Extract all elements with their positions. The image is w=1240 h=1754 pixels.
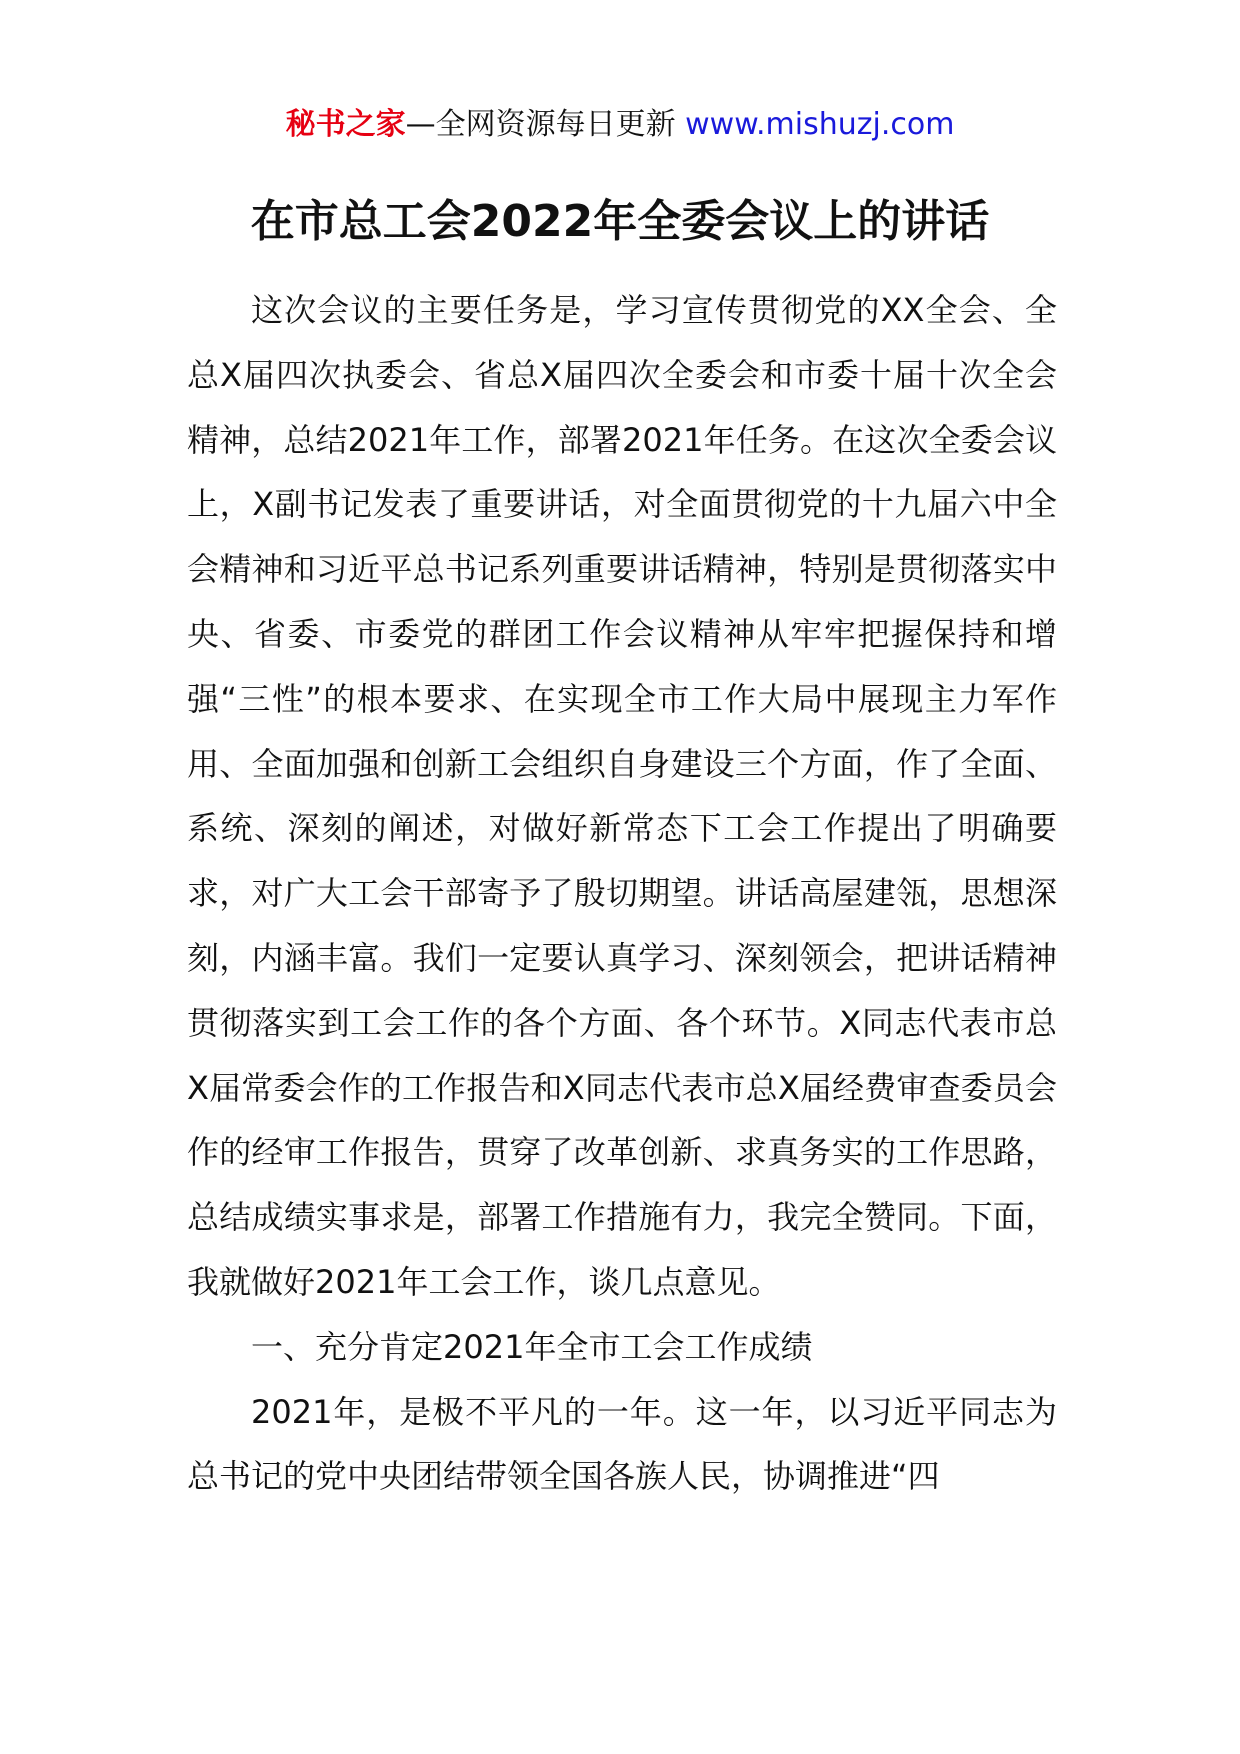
site-header <box>0 98 1240 152</box>
document-title: 在市总工会2022年全委会议上的讲话 <box>250 196 990 247</box>
site-brand: 秘书之家 <box>285 107 406 142</box>
paragraph: 这次会议的主要任务是，学习宣传贯彻党的XX全会、全总X届四次执委会、省总X届四次全委会和市委十届十次全会精神，总结2021年工作，部署2021年任务。在这次全委会议上，X副书记发表了重要讲话，对全面贯彻党的十九届六中全会精神和习近平总书记系列重要讲话精神，特别是贯彻落实中央、省委、市委党的群团工作会议精神从牢牢把握保持和增强“三性”的根本要求、在实现全市工作大局中展现主力军作用、全面加强和创新工会组织自身建设三个方面，作了全面、系统、深刻的阐述，对做好新常态下工会工作提出了明确要求，对广大工会干部寄予了殷切期望。讲话高屋建瓴，思想深刻，内涵丰富。我们一定要认真学习、深刻领会，把讲话精神贯彻落实到工会工作的各个方面、各个环节。X同志代表市总X届常委会作的工作报告和X同志代表市总X届经费审查委员会作的经审工作报告，贯穿了改革创新、求真务实的工作思路，总结成绩实事求是，部署工作措施有力，我完全赞同。下面，我就做好2021年工会工作，谈几点意见。 <box>187 291 1057 1301</box>
site-url-link[interactable]: www.mishuzj.com <box>685 107 955 142</box>
section-heading: 一、充分肯定2021年全市工会工作成绩 <box>251 1327 813 1366</box>
site-tagline: —全网资源每日更新 <box>405 107 686 142</box>
paragraph: 2021年，是极不平凡的一年。这一年，以习近平同志为总书记的党中央团结带领全国各族人民，协调推进“四 <box>187 1392 1057 1496</box>
document-body <box>187 278 1057 1509</box>
